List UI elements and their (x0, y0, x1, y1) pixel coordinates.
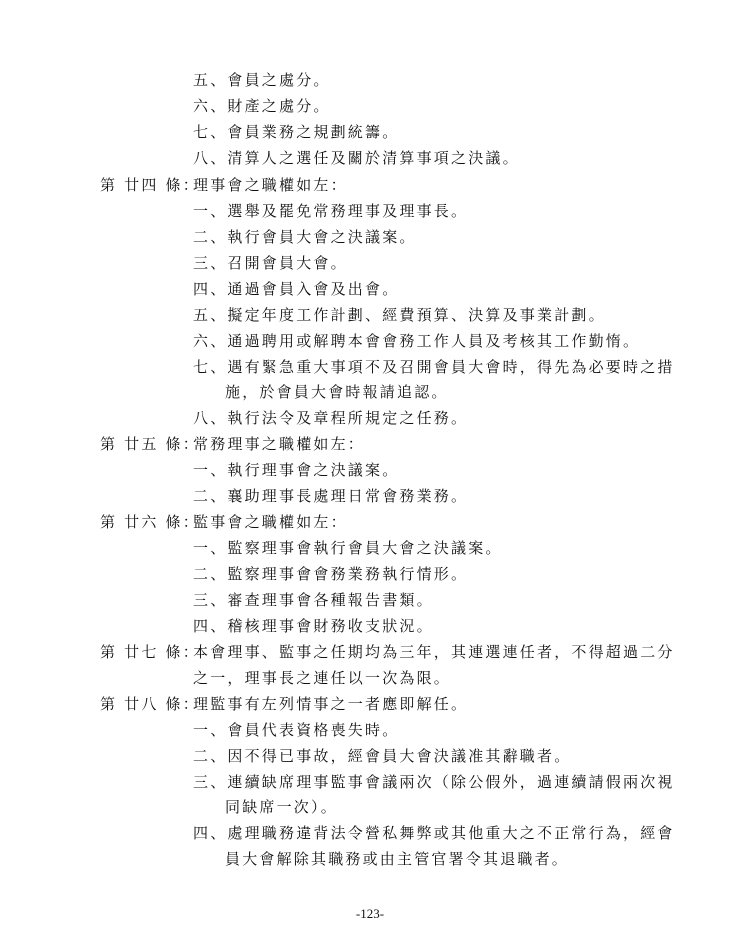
list-item-continuation: 施，於會員大會時報請追認。 (225, 383, 449, 401)
list-item: 七、遇有緊急重大事項不及召開會員大會時，得先為必要時之措 (193, 358, 675, 376)
list-item: 四、處理職務違背法令營私舞弊或其他重大之不正常行為，經會 (193, 824, 675, 842)
article-27-text: 本會理事、監事之任期均為三年，其連選連任者，不得超過二分 (193, 643, 675, 661)
list-item: 四、通過會員入會及出會。 (193, 280, 400, 298)
page-number: -123- (355, 906, 385, 921)
list-item-continuation: 員大會解除其職務或由主管官署令其退職者。 (225, 850, 570, 868)
list-item: 一、執行理事會之決議案。 (193, 461, 400, 479)
list-item: 七、會員業務之規劃統籌。 (193, 123, 400, 141)
list-item: 一、會員代表資格喪失時。 (193, 721, 400, 739)
article-25-label: 第 廿五 條： (100, 435, 200, 453)
list-item: 二、執行會員大會之決議案。 (193, 228, 417, 246)
list-item: 八、執行法令及章程所規定之任務。 (193, 409, 469, 427)
list-item: 六、通過聘用或解聘本會會務工作人員及考核其工作勤惰。 (193, 332, 641, 350)
article-26-heading: 監事會之職權如左： (193, 513, 348, 531)
list-item: 三、連續缺席理事監事會議兩次（除公假外，過連續請假兩次視 (193, 773, 675, 791)
list-item: 二、襄助理事長處理日常會務業務。 (193, 487, 469, 505)
list-item: 三、審查理事會各種報告書類。 (193, 591, 434, 609)
list-item: 五、擬定年度工作計劃、經費預算、決算及事業計劃。 (193, 306, 606, 324)
article-27-continuation: 之一，理事長之連任以一次為限。 (193, 669, 452, 687)
article-24-heading: 理事會之職權如左： (193, 176, 348, 194)
list-item: 一、監察理事會執行會員大會之決議案。 (193, 539, 503, 557)
list-item: 一、選舉及罷免常務理事及理事長。 (193, 202, 469, 220)
list-item-continuation: 同缺席一次）。 (225, 798, 338, 816)
list-item: 八、清算人之選任及關於清算事項之決議。 (193, 149, 520, 167)
list-item: 三、召開會員大會。 (193, 254, 348, 272)
list-item: 六、財產之處分。 (193, 97, 331, 115)
article-25-heading: 常務理事之職權如左： (193, 435, 366, 453)
list-item: 四、稽核理事會財務收支狀況。 (193, 617, 434, 635)
list-item: 二、因不得已事故，經會員大會決議准其辭職者。 (193, 747, 572, 765)
article-28-heading: 理監事有左列情事之一者應即解任。 (193, 695, 469, 713)
article-27-label: 第 廿七 條： (100, 643, 200, 661)
list-item: 五、會員之處分。 (193, 71, 331, 89)
article-24-label: 第 廿四 條： (100, 176, 200, 194)
article-28-label: 第 廿八 條： (100, 695, 200, 713)
article-26-label: 第 廿六 條： (100, 513, 200, 531)
list-item: 二、監察理事會會務業務執行情形。 (193, 565, 469, 583)
